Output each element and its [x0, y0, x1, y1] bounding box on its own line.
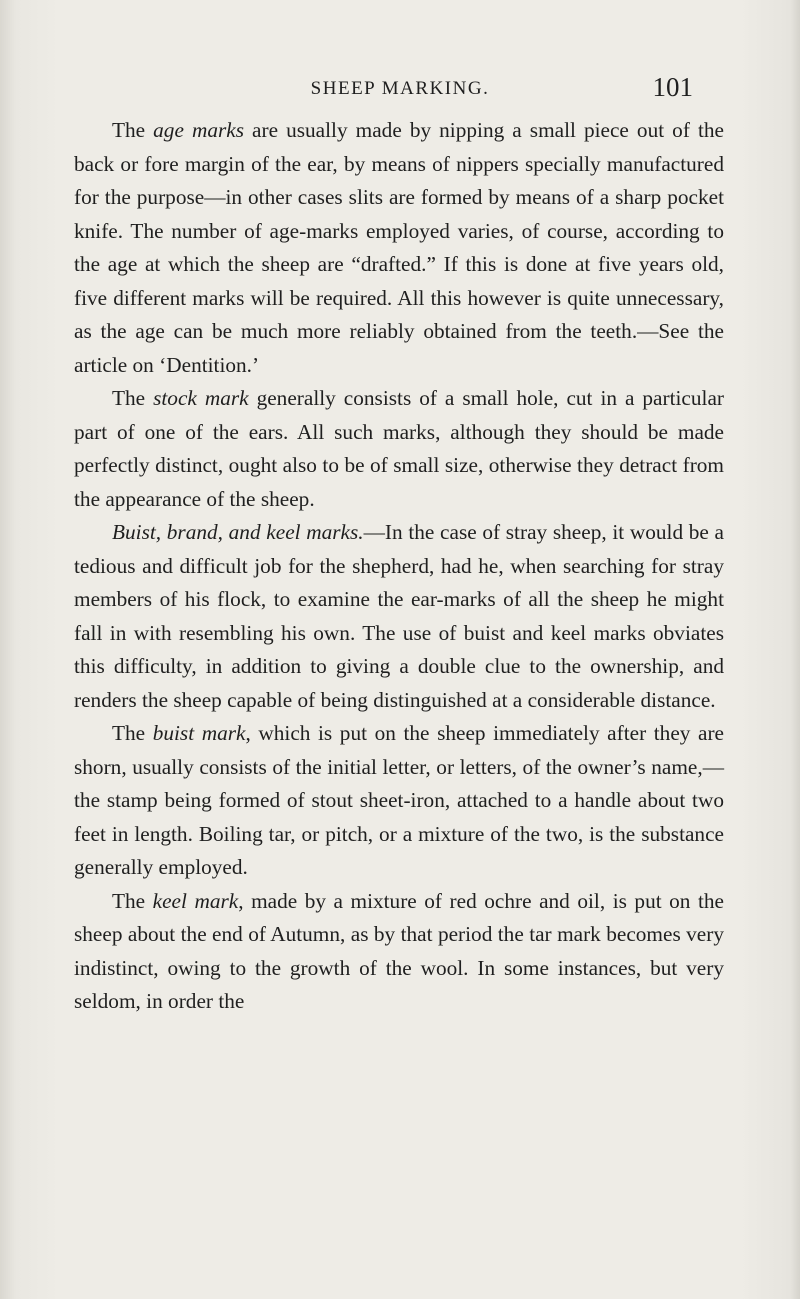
page-header	[0, 72, 800, 104]
paragraph-buist-mark	[74, 717, 724, 885]
body-text	[74, 114, 724, 1019]
paragraph-text: —In the case of stray sheep, it would be a tedious and difficult job for the shepherd, had he, when searching for stray members of his flock, to examine the ear-marks of all the sheep he might fall in with resembling his own. The use of buist and keel marks obviates this difficulty, in addition to giving a double clue to the ownership, and renders the sheep capable of being distinguished at a considerable distance.	[74, 520, 724, 712]
paragraph-text: , made by a mixture of red ochre and oil, is put on the sheep about the end of Autumn, as by that period the tar mark becomes very indistinct, owing to the growth of the wool. In some instances, but very seldom, in order the	[74, 888, 724, 1013]
term-age-marks: age marks	[153, 118, 245, 142]
running-head: SHEEP MARKING.	[310, 78, 490, 99]
term-keel-mark: keel mark	[152, 888, 239, 913]
paragraph-lead: The	[112, 118, 154, 142]
paragraph-age-marks	[74, 114, 724, 382]
heading-buist-brand-keel: Buist, brand, and keel marks.	[112, 520, 364, 544]
paragraph-buist-brand-keel	[74, 516, 724, 717]
paragraph-stock-mark	[74, 382, 724, 516]
page-number: 101	[652, 72, 693, 102]
paragraph-text: , which is put on the sheep immediately after they are shorn, usually consists of the initial letter, or letters, of the owner’s name,—the stamp being formed of stout sheet-iron, attached to a handle about two feet in length. Boiling tar, or pitch, or a mixture of the two, is the substance generally employed.	[74, 721, 725, 879]
paragraph-lead: The	[112, 888, 153, 913]
paragraph-lead: The	[112, 386, 154, 410]
paragraph-text: are usually made by nipping a small piece out of the back or fore margin of the ear, by means of nippers specially manufactured for the purpose—in other cases slits are formed by means of a sharp pocket knife. The number of age-marks employed varies, of course, according to the age at which the sheep are “drafted.” If this is done at five years old, five different marks will be required. All this however is quite unnecessary, as the age can be much more reliably obtained from the teeth.—See the article on ‘Dentition.’	[74, 118, 724, 377]
paragraph-text: generally consists of a small hole, cut in a particular part of one of the ears. All such marks, although they should be made perfectly distinct, ought also to be of small size, otherwise they detract from the appearance of the sheep.	[74, 386, 725, 511]
paragraph-keel-mark	[74, 885, 724, 1019]
paragraph-lead: The	[112, 721, 153, 745]
term-buist-mark: buist mark	[152, 721, 246, 745]
term-stock-mark: stock mark	[153, 386, 249, 410]
